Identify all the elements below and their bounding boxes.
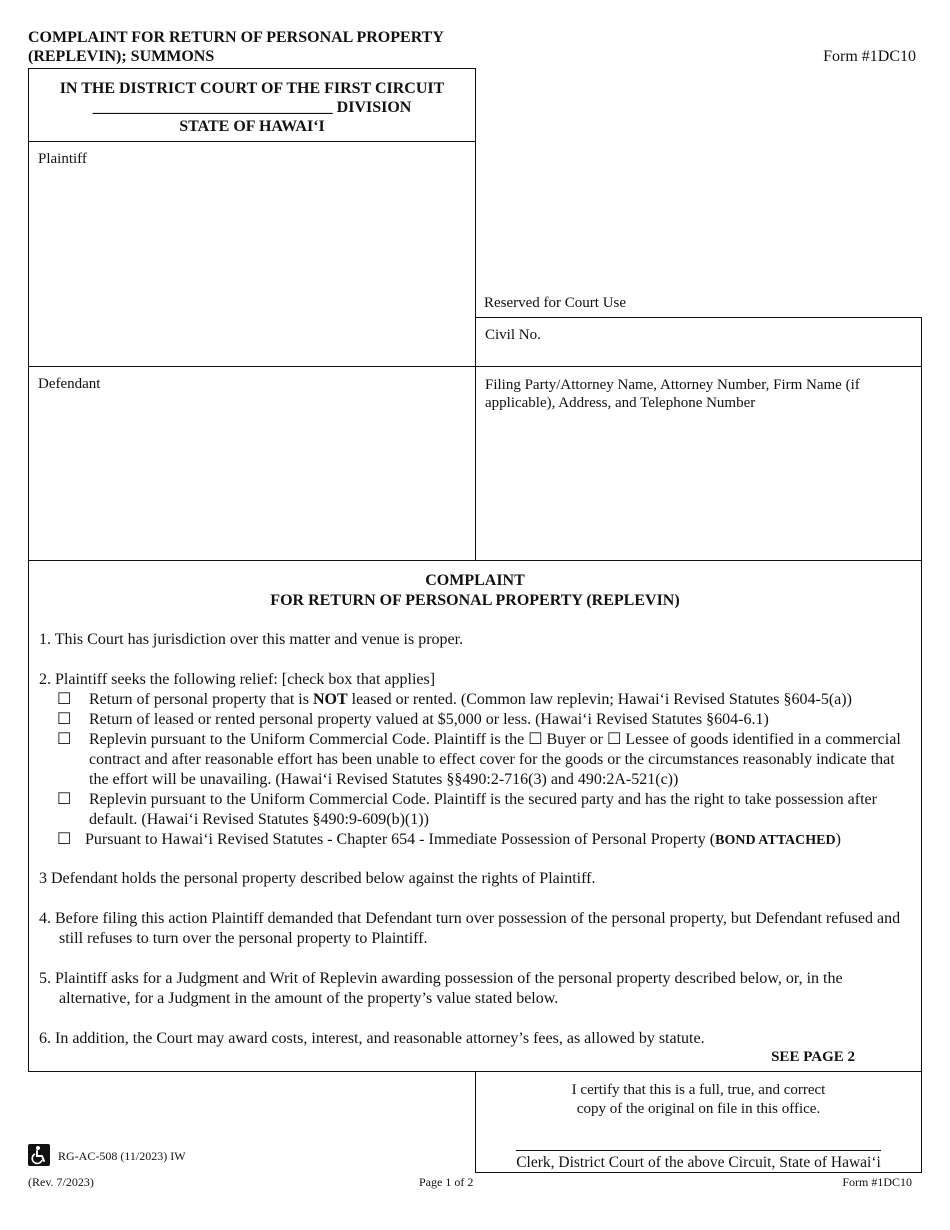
relief-option-3 [57, 730, 909, 790]
complaint-title-line2: FOR RETURN OF PERSONAL PROPERTY (REPLEVIN) [270, 592, 680, 609]
paragraph-5: 5. Plaintiff asks for a Judgment and Writ of Replevin awarding possession of the personal property described below, or, in the alternative, for a Judgment in the amount of the property’s value stated below. [39, 970, 843, 1007]
certify-line1: I certify that this is a full, true, and correct [571, 1082, 826, 1098]
revision-date: (Rev. 7/2023) [28, 1175, 94, 1189]
division-line[interactable]: ______________________________ DIVISION [92, 99, 412, 116]
checkbox-buyer[interactable]: ☐ [528, 731, 543, 748]
relief-option-5 [57, 830, 909, 851]
paragraph-1: 1. This Court has jurisdiction over this matter and venue is proper. [39, 631, 464, 648]
option-1-text-post: leased or rented. (Common law replevin; Hawai‘i Revised Statutes §604-5(a)) [347, 691, 852, 708]
form-title-line2: (REPLEVIN); SUMMONS [28, 48, 215, 65]
relief-option-4 [57, 790, 909, 830]
option-1-text-pre: Return of personal property that is [89, 691, 313, 708]
form-title [28, 28, 444, 66]
plaintiff-field[interactable] [28, 141, 476, 367]
checkbox-option-1[interactable]: ☐ [57, 691, 72, 708]
filing-party-label: Filing Party/Attorney Name, Attorney Number, Firm Name (if applicable), Address, and Telephone Number [485, 377, 860, 411]
paragraph-2: 2. Plaintiff seeks the following relief: [check box that applies] [39, 671, 436, 688]
civil-no-label: Civil No. [485, 327, 541, 343]
state-line: STATE OF HAWAI‘I [179, 118, 325, 135]
defendant-field[interactable] [28, 366, 476, 561]
certification-box [475, 1071, 922, 1173]
option-3-text-pre: Replevin pursuant to the Uniform Commercial Code. Plaintiff is the [89, 731, 529, 748]
wheelchair-accessibility-icon [28, 1144, 50, 1166]
option-3-text-post: Lessee of goods identified in a commercial contract and after reasonable effort has been unable to effect cover for the goods or the circumstances reasonably indicate that the effort will be unavailing. (Hawai‘i Revised Statutes §§490:2-716(3) and 490:2A-521(c)) [89, 731, 901, 788]
option-5-text-pre: Pursuant to Hawai‘i Revised Statutes - Chapter 654 - Immediate Possession of Personal Property ( [85, 831, 716, 848]
complaint-title [29, 571, 921, 611]
certify-line2: copy of the original on file in this office. [576, 1101, 821, 1117]
option-3-buyer: Buyer or [542, 731, 607, 748]
checkbox-option-4[interactable]: ☐ [57, 791, 72, 808]
relief-option-2 [57, 710, 909, 730]
paragraph-6: 6. In addition, the Court may award costs, interest, and reasonable attorney’s fees, as allowed by statute. [39, 1030, 705, 1047]
complaint-title-line1: COMPLAINT [425, 572, 525, 589]
complaint-section [28, 560, 922, 1072]
plaintiff-label: Plaintiff [38, 151, 87, 167]
civil-no-field[interactable] [475, 317, 922, 367]
option-5-text-post: ) [835, 831, 841, 848]
filing-party-field[interactable] [475, 366, 922, 561]
form-number: Form #1DC10 [823, 48, 916, 65]
checkbox-option-2[interactable]: ☐ [57, 711, 72, 728]
option-1-not: NOT [312, 691, 348, 708]
checkbox-option-3[interactable]: ☐ [57, 731, 72, 748]
form-code: RG-AC-508 (11/2023) IW [58, 1149, 186, 1163]
option-2-text: Return of leased or rented personal property valued at $5,000 or less. (Hawai‘i Revised Statutes §604-6.1) [89, 711, 769, 728]
page-number: Page 1 of 2 [419, 1175, 474, 1189]
paragraph-3: 3 Defendant holds the personal property described below against the rights of Plaintiff. [39, 870, 596, 887]
court-line1: IN THE DISTRICT COURT OF THE FIRST CIRCUIT [59, 80, 445, 97]
clerk-signature-line[interactable] [516, 1150, 881, 1151]
footer-form-number: Form #1DC10 [842, 1175, 912, 1189]
relief-option-1 [57, 690, 909, 710]
see-page-2-note: SEE PAGE 2 [771, 1049, 855, 1065]
checkbox-option-5[interactable]: ☐ [57, 831, 72, 848]
checkbox-lessee[interactable]: ☐ [606, 731, 622, 748]
option-4-text: Replevin pursuant to the Uniform Commercial Code. Plaintiff is the secured party and has the right to take possession after default. (Hawai‘i Revised Statutes §490:9-609(b)(1)) [89, 791, 877, 828]
reserved-label: Reserved for Court Use [484, 295, 627, 311]
paragraph-4: 4. Before filing this action Plaintiff demanded that Defendant turn over possession of the personal property, but Defendant refused and still refuses to turn over the personal property to Plaintiff. [39, 910, 901, 947]
court-heading [28, 68, 476, 142]
form-title-line1: COMPLAINT FOR RETURN OF PERSONAL PROPERTY [28, 29, 444, 46]
defendant-label: Defendant [38, 376, 101, 392]
bond-attached: BOND ATTACHED [715, 833, 836, 848]
clerk-label: Clerk, District Court of the above Circuit, State of Hawai‘i [516, 1154, 881, 1171]
